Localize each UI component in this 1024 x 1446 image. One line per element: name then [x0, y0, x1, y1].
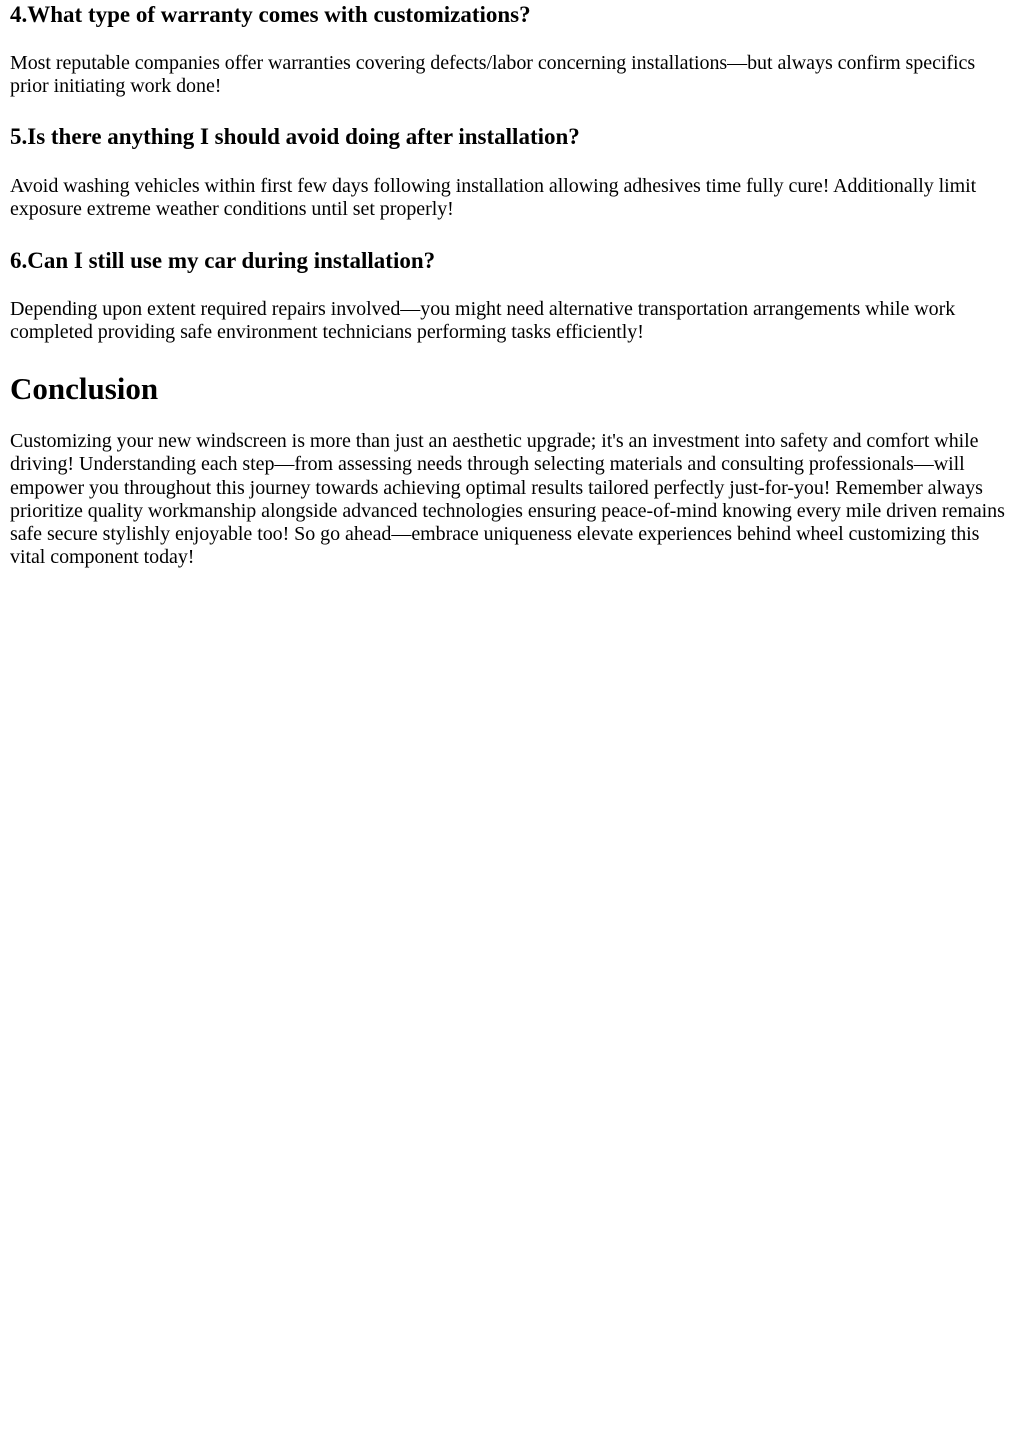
faq-answer-5: Avoid washing vehicles within first few days following installation allowing adhesives time fully cure! Additionally limit exposure extreme weather conditions until set properly!: [10, 175, 977, 221]
conclusion-paragraph: Customizing your new windscreen is more than just an aesthetic upgrade; it's an investment into safety and comfort while driving! Understanding each step—from assessing needs through selecting materials and consulting professionals—will empower you throughout this journey towards achieving optimal results tailored perfectly just-for-you! Remember always prioritize quality workmanship alongside advanced technologies ensuring peace-of-mind knowing every mile driven remains safe secure stylishly enjoyable too! So go ahead—embrace uniqueness elevate experiences behind wheel customizing this vital component today!: [10, 430, 1005, 569]
faq-question-4-heading: 4.What type of warranty comes with customizations?: [10, 2, 531, 27]
faq-question-6-heading: 6.Can I still use my car during installation?: [10, 248, 436, 273]
faq-question-5-heading: 5.Is there anything I should avoid doing after installation?: [10, 124, 580, 149]
faq-answer-6: Depending upon extent required repairs involved—you might need alternative transportation arrangements while work completed providing safe environment technicians performing tasks efficiently!: [10, 298, 956, 344]
conclusion-heading: Conclusion: [10, 371, 159, 406]
faq-answer-4: Most reputable companies offer warranties covering defects/labor concerning installations—but always confirm specifics prior initiating work done!: [10, 52, 976, 98]
